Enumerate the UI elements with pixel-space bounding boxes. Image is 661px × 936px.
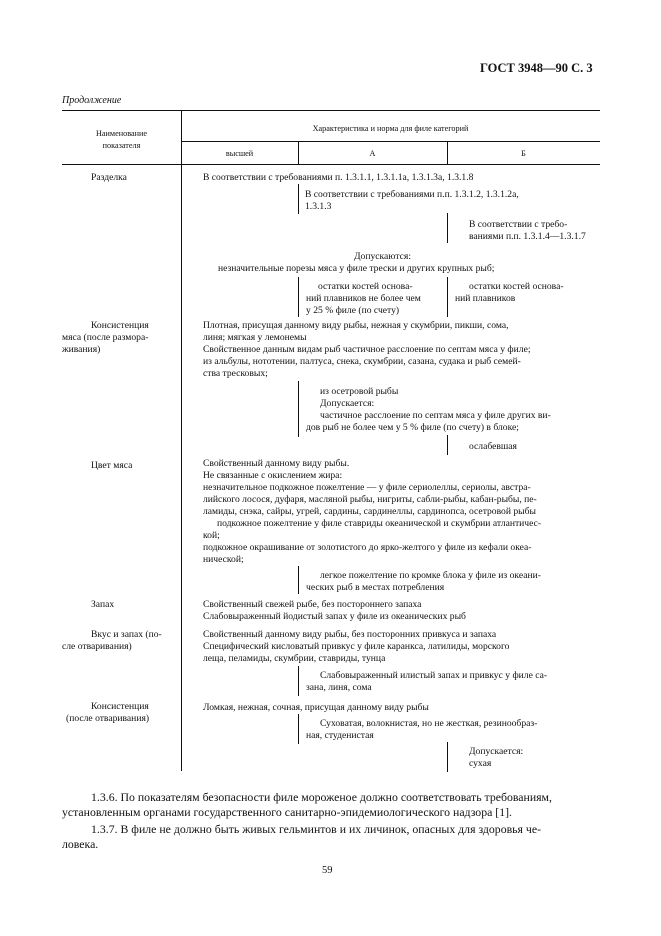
razdelka-b-fins: ний плавников [455,293,516,304]
consistency-all-line: ства тресковых; [203,368,268,379]
taste-ab-bracket [298,666,299,696]
consistency2-ab-bracket [298,714,299,744]
color-all-line: подкожное пожелтение у филе ставриды океанической и скумбрии атлантичес- [217,518,542,529]
name-column-divider [181,110,182,771]
row-name-color: Цвет мяса [91,460,133,471]
color-all-line: незначительное подкожное пожелтение — у филе сериолеллы, сериолы, австра- [203,482,531,493]
color-all-line: ламиды, снэка, сайры, угрей, сардины, сардинеллы, сардинопса, осетровой рыбы [203,506,536,517]
table-top-rule [62,110,600,111]
document-reference: ГОСТ 3948—90 С. 3 [480,61,593,75]
smell-all-line: Слабовыраженный йодистый запах у филе из океанических рыб [203,611,466,622]
razdelka-b-bracket [447,213,448,243]
razdelka-a-fins: остатки костей основа- [318,281,413,292]
row-name-consistency: мяса (после размора- [62,332,149,343]
razdelka-ab-line: 1.3.1.3 [305,201,332,212]
color-all-line: кой; [203,530,220,541]
category-a: А [369,149,376,158]
razdelka-a-fins: ний плавников не более чем [306,293,421,304]
razdelka-all-categories: В соответствии с требованиями п. 1.3.1.1, 1.3.1.1а, 1.3.1.3а, 1.3.1.8 [203,172,474,183]
header-name-line: Наименование [95,129,147,138]
consistency-ab-line: из осетровой рыбы [320,386,399,397]
header-name-cell [62,128,181,151]
razdelka-fins-bracket-b [447,277,448,317]
razdelka-cuts: незначительные порезы мяса у филе трески и других крупных рыб; [218,263,495,274]
color-all-line: Не связанные с окислением жира: [203,470,343,481]
row-name-smell: Запах [91,599,115,610]
consistency-ab-line: частичное расслоение по септам мяса у филе других ви- [320,410,551,421]
paragraph-1-3-6: 1.3.6. По показателям безопасности филе мороженое должно соответствовать требованиям, [91,790,552,804]
razdelka-a-fins: у 25 % филе (по счету) [306,305,400,316]
continuation-label: Продолжение [62,95,122,106]
row-name-consistency2: (после отваривания) [66,713,150,724]
consistency-all-line: линя; мягкая у лемонемы [203,332,307,343]
consistency-b-bracket [447,435,448,455]
consistency2-b-line: Допускается: [469,746,524,757]
consistency2-b-bracket [447,742,448,772]
consistency-ab-bracket [298,381,299,437]
consistency-all-line: Плотная, присущая данному виду рыбы, нежная у скумбрии, пикши, сома, [203,320,509,331]
consistency-b-value: ослабевшая [469,441,517,452]
razdelka-b-line: В соответствии с требо- [469,219,568,230]
row-name-taste: сле отваривания) [62,641,132,652]
consistency-all-line: из альбулы, нототении, палтуса, снека, скумбрии, сазана, судака и рыб семей- [203,356,521,367]
taste-all-line: Специфический кисловатый привкус у филе каранкса, латилиды, морского [203,641,510,652]
consistency-ab-line: дов рыб не более чем у 5 % филе (по счету) в блоке; [306,422,519,433]
color-all-line: подкожное окрашивание от золотистого до ярко-желтого у филе из кефали океа- [203,542,532,553]
paragraph-1-3-7: ловека. [62,837,99,851]
razdelka-b-fins: остатки костей основа- [469,281,564,292]
razdelka-fins-bracket-a [298,277,299,317]
taste-ab-line: Слабовыраженный илистый запах и привкус у филе са- [320,670,548,681]
color-all-line: Свойственный данному виду рыбы. [203,458,350,469]
row-name-taste: Вкус и запах (по- [91,629,162,640]
paragraph-1-3-7: 1.3.7. В филе не должно быть живых гельминтов и их личинок, опасных для здоровья че- [91,822,542,836]
category-b: Б [521,149,526,158]
consistency-all-line: Свойственное данным видам рыб частичное расслоение по септам мяса у филе; [203,344,531,355]
consistency2-b-line: сухая [469,758,492,769]
razdelka-a-bracket [298,184,299,214]
row-name-razdelka: Разделка [91,172,127,183]
consistency-ab-line: Допускается: [320,398,375,409]
consistency2-all: Ломкая, нежная, сочная, присущая данному виду рыбы [203,702,429,713]
paragraph-1-3-6: установленным органами государственного санитарно-эпидемиологического надзора [1]. [62,805,512,819]
smell-all-line: Свойственный свежей рыбе, без постороннего запаха [203,599,422,610]
row-name-consistency2: Консистенция [91,701,149,712]
consistency2-ab-line: ная, студенистая [306,730,374,741]
consistency2-ab-line: Суховатая, волокнистая, но не жесткая, резинообраз- [320,718,538,729]
header-name-line: показателя [102,140,141,150]
header-bottom-rule [62,164,600,165]
color-all-line: лийского лосося, дуфаря, масляной рыбы, нигриты, сабли-рыбы, кабан-рыбы, пе- [203,494,537,505]
taste-all-line: Свойственный данному виду рыбы, без посторонних привкуса и запаха [203,629,497,640]
color-ab-line: легкое пожелтение по кромке блока у филе из океани- [320,570,541,581]
category-highest: высшей [225,149,254,158]
page-number: 59 [322,865,333,876]
taste-all-line: леща, пеламиды, скумбрии, ставриды, тунца [203,653,386,664]
razdelka-ab-line: В соответствии с требованиями п.п. 1.3.1.2, 1.3.1.2а, [305,189,519,200]
row-name-consistency: живания) [62,344,101,355]
category-header-rule [181,141,600,142]
color-all-line: нической; [203,554,244,565]
header-characteristic: Характеристика и норма для филе категорий [312,124,469,133]
color-ab-line: ческих рыб в местах потребления [306,582,445,593]
taste-ab-line: зана, линя, сома [306,682,372,693]
razdelka-allowed: Допускаются: [354,251,411,262]
row-name-consistency: Консистенция [91,320,149,331]
color-ab-bracket [298,566,299,594]
razdelka-b-line: ваниями п.п. 1.3.1.4—1.3.1.7 [469,231,586,242]
